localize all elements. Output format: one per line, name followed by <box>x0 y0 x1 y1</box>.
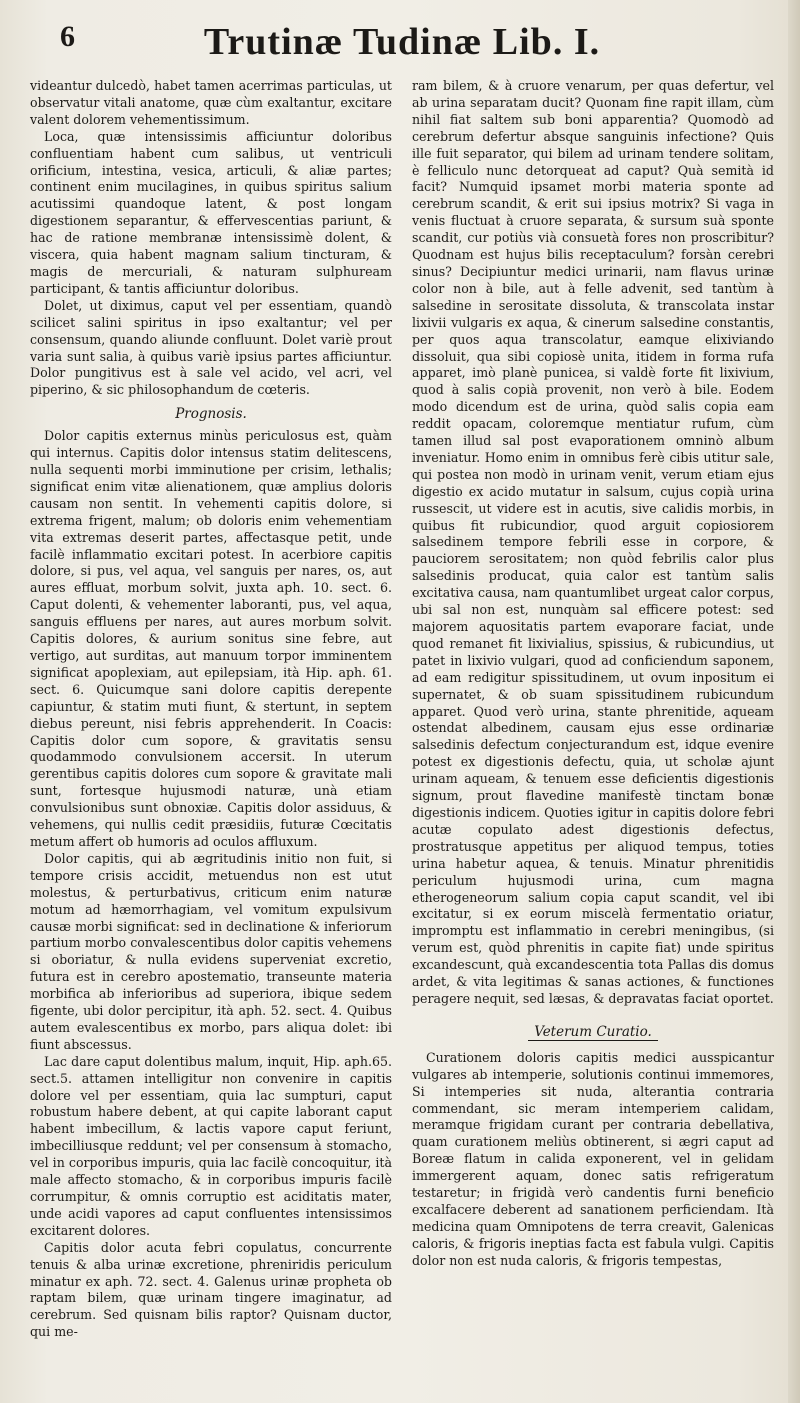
section-heading-prognosis: Prognosis. <box>175 406 247 423</box>
book-spine-edge <box>788 0 800 1403</box>
running-title: Trutinæ Tudinæ Lib. I. <box>203 21 601 63</box>
paragraph: Lac dare caput dolentibus malum, inquit, Hip. aph.65. sect.5. attamen intelligitur non convenire in capitis dolore vel per essentiam, quia lac sumpturi, caput robustum habere debent, at qui capite laborant caput habent imbecillum, & lactis vapore caput feriunt, imbecilliusque reddunt; vel per consensum à stomacho, vel in corporibus impuris, quia lac facilè concoquitur, ità male affecto stomacho, & in corporibus impuris facilè corrumpitur, & omnis corruptio est aciditatis mater, unde acidi vapores ad caput confluentes intensissimos excitarent dolores. <box>30 1053 392 1238</box>
paragraph: ram bilem, & à cruore venarum, per quas defertur, vel ab urina separatam ducit? Quonam fine rapit illam, cùm nihil fiat saltem sub boni apparentia? Quomodò ad cerebrum defertur absque sanguinis infectione? Quis ille fuit separator, qui bilem ad urinam tendere solitam, è felliculo nunc detorqueat ad caput? Quà semità id facit? Numquid ipsamet morbi materia sponte ad cerebrum scandit, & erit sui ipsius motrix? Si vaga in venis fluctuat à cruore separata, & sursum suà sponte scandit, cur potiùs vià consuetà fores non proscribitur? Quodnam est hujus bilis receptaculum? forsàn cerebri sinus? Decipiuntur medici urinarii, nam flavus urinæ color non à bile, aut à felle advenit, sed tantùm à salsedine in serositate dissoluta, & transcolata instar lixivii vulgaris ex aqua, & cinerum salsedine constantis, per quos aqua transcolatur, eamque elixiviando dissoluit, qua sibi copiosè unita, itidem in forma rufa apparet, imò planè punicea, si valdè forte fit lixivium, quod à salis copià provenit, non verò à bile. Eodem modo dicendum est de urina, quòd salis copia eam reddit opacam, coloremque mentiatur rufum, cùm tamen illud sal post evaporationem omninò album inveniatur. Homo enim in omnibus ferè cibis utitur sale, qui postea non modò in urinam venit, verum etiam ejus digestio ex acido mutatur in salsum, cujus copià urina russescit, ut videre est in acutis, sive calidis morbis, in quibus fit rubicundior, quod arguit copiosiorem salsedinem tempore febrili esse in corpore, & pauciorem serositatem; non quòd febrilis calor plus salsedinis producat, quia calor est tantùm salis excitativa causa, nam quantumlibet urgeat calor corpus, ubi sal non est, nunquàm sal efficere potest: sed majorem aquositatis partem evaporare faciat, unde quod remanet fit lixivialius, spissius, & rubicundius, ut patet in lixivio vulgari, quod ad conficiendum saponem, ad eam redigitur spissitudinem, ut ovum inpositum ei supernatet, & ob suam spissitudinem rubicundum apparet. Quod verò urina, stante phrenitide, aqueam ostendat albedinem, causam ejus esse ordinariæ salsedinis defectum conjecturandum est, idque evenire potest ex digestionis defectu, quia, ut scholæ ajunt urinam aqueam, & tenuem esse deficientis digestionis signum, prout flavedine manifestè tinctam bonæ digestionis indicem. Quoties igitur in capitis dolore febri acutæ copulato adest digestionis defectus, prostratusque appetitus per aliquod tempus, toties urina habetur aquea, & tenuis. Minatur phrenitidis periculum hujusmodi urina, cum magna etherogeneorum salium copia caput scandit, vel ibi excitatur, si ex eorum miscelà fermentatio oriatur, impromptu est inflammatio in cerebri meningibus, (si verum est, quòd phrenitis in capite fiat) unde spiritus excandescunt, quà excandescentia tota Pallas dis domus ardet, & vita legitimas & sanas actiones, & functiones peragere nequit, sed læsas, & depravatas faciat oportet. <box>412 78 774 1006</box>
paragraph: Capitis dolor acuta febri copulatus, concurrente tenuis & alba urinæ excretione, phreniridis periculum minatur ex aph. 72. sect. 4. Galenus urinæ propheta ob raptam bilem, quæ urinam tingere imaginatur, ad cerebrum. Sed quisnam bilis raptor? Quisnam ductor, qui me- <box>30 1239 392 1340</box>
page-number: 6 <box>60 20 75 53</box>
section-heading-curatio <box>412 1024 774 1040</box>
page-header <box>30 18 774 78</box>
left-column <box>30 78 392 1341</box>
paragraph: Dolor capitis, qui ab ægritudinis initio non fuit, si tempore crisis accidit, metuendus non est utut molestus, & perturbativus, criticum enim naturæ motum ad hæmorrhagiam, vel vomitum expulsivum causæ morbi significat: sed in declinatione & inferiorum partium morbo convalescentibus dolor capitis vehemens si oboriatur, & nulla evidens superveniat excretio, futura est in cerebro apostematio, transeunte materia morbifica ab inferioribus ad superiora, ibique sedem figente, ubi dolor percipitur, ità aph. 52. sect. 4. Quibus autem evalescentibus ex morbo, pars aliqua dolet: ibi fiunt abscessus. <box>30 850 392 1052</box>
paragraph: Loca, quæ intensissimis afficiuntur doloribus confluentiam habent cum salibus, ut ventriculi orificium, intestina, vesica, articuli, & aliæ partes; continent enim mucilagines, in quibus spiritus salium acutissimi quandoque latent, & post longam digestionem separantur, & effervescentias pariunt, & hac de ratione membranæ intensissimè dolent, & viscera, quia habent magnam salium tincturam, & magis de mercuriali, & naturam sulphuream participant, & tantis afficiuntur doloribus. <box>30 128 392 296</box>
paragraph: Dolor capitis externus minùs periculosus est, quàm qui internus. Capitis dolor intensus statim delitescens, nulla sequenti morbi imminutione per crisim, lethalis; significat enim vitæ alienationem, quæ amplius doloris causam non sentit. In vehementi capitis dolore, si extrema frigent, malum; ob doloris enim vehementiam vita extremas deserit partes, affectasque petit, unde facilè inflammatio excitari potest. In acerbiore capitis dolore, si pus, vel aqua, vel sanguis per nares, os, aut aures effluat, morbum solvit, juxta aph. 10. sect. 6. Caput dolenti, & vehementer laboranti, pus, vel aqua, sanguis effluens per nares, aut aures morbum solvit. Capitis dolores, & aurium sonitus sine febre, aut vertigo, aut surditas, aut manuum torpor imminentem significat apoplexiam, aut epilepsiam, ità Hip. aph. 61. sect. 6. Quicumque sani dolore capitis derepente capiuntur, & statim muti fiunt, & stertunt, in septem diebus pereunt, nisi febris apprehenderit. In Coacis: Capitis dolor cum sopore, & gravitatis sensu quodammodo convulsionem accersit. In uterum gerentibus capitis dolores cum sopore & gravitate mali sunt, fortesque hujusmodi naturæ, unà etiam convulsionibus sunt obnoxiæ. Capitis dolor assiduus, & vehemens, qui nullis cedit præsidiis, futuræ Cœcitatis metum affert ob humoris ad oculos affluxum. <box>30 428 392 849</box>
paragraph: Curationem doloris capitis medici ausspicantur vulgares ab intemperie, solutionis continui immemores, Si intemperies sit nuda, alterantia contraria commendant, sic meram intemperiem calidam, meramque frigidam curant per contraria debellativa, quam curationem meliùs obtinerent, si ægri caput ad Boreæ flatum in calida exponerent, vel in gelidam immergerent aquam, donec satis refrigeratum testaretur; in frigidà verò candentis furni beneficio excalfacere deberent ad sanationem perficiendam. Ità medicina quam Omnipotens de terra creavit, Galenicas caloris, & frigoris ineptias facta est fabula vulgi. Capitis dolor non est nuda caloris, & frigoris tempestas, <box>412 1049 774 1268</box>
text-columns <box>30 78 774 1341</box>
paragraph: videantur dulcedò, habet tamen acerrimas particulas, ut observatur vitali anatome, quæ cùm exaltantur, excitare valent dolorem vehementissimum. <box>30 78 392 127</box>
section-heading-text: Veterum Curatio. <box>528 1024 658 1041</box>
right-column <box>412 78 774 1341</box>
paragraph: Dolet, ut diximus, caput vel per essentiam, quandò scilicet salini spiritus in ipso exaltantur; vel per consensum, quando aliunde confluunt. Dolet variè prout varia sunt salia, à quibus variè ipsius partes afficiuntur. Dolor pungitivus est à sale vel acido, vel acri, vel piperino, & sic philosophandum de cœteris. <box>30 297 392 398</box>
